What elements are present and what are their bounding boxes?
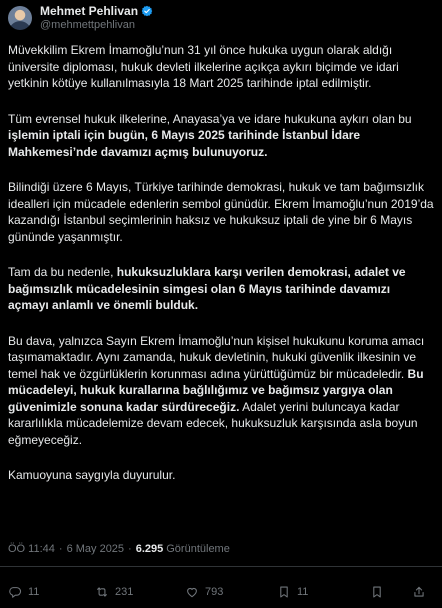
share-button[interactable] — [412, 585, 426, 599]
paragraph-3: Bilindiği üzere 6 Mayıs, Türkiye tarihinde demokrasi, hukuk ve tam bağımsızlık idealleri için mücadele edenlerin sembol günüdür. Ekrem İmamoğlu’nun 2019’da kazandığı İstanbul seçimlerinin haksız ve hukuksuz iptali de yine bir 6 Mayıs gününde yaşanmıştır. — [8, 180, 434, 244]
author-names — [40, 4, 153, 32]
repost-button[interactable] — [95, 585, 133, 599]
tweet-meta — [8, 543, 230, 555]
bookmark-icon — [277, 585, 291, 599]
reply-icon — [8, 585, 22, 599]
like-icon — [185, 585, 199, 599]
repost-count: 231 — [115, 586, 134, 598]
share-icon — [412, 585, 426, 599]
reply-button[interactable] — [8, 585, 39, 599]
views-count: 6.295 — [135, 543, 164, 555]
paragraph-6: Kamuoyuna saygıyla duyurulur. — [8, 468, 176, 482]
author-handle[interactable]: @mehmettpehlivan — [40, 19, 135, 31]
name-row — [40, 4, 153, 18]
bookmark-button[interactable] — [370, 585, 384, 599]
bookmark-count: 11 — [297, 586, 309, 598]
author-display-name[interactable]: Mehmet Pehlivan — [40, 4, 139, 18]
tweet-time[interactable]: ÖÖ 11:44 — [8, 543, 55, 555]
bookmark-outline-icon — [370, 585, 384, 599]
tweet-body — [8, 42, 434, 484]
divider — [0, 566, 442, 567]
paragraph-1: Müvekkilim Ekrem İmamoğlu’nun 31 yıl önce hukuka uygun olarak aldığı üniversite diploması, hukuk devleti ilkelerine açıkça aykırı biçimde ve idari yetkinin kötüye kullanılmasıyla 18 Mart 2025 tarihinde iptal edilmiştir. — [8, 43, 399, 90]
bookmark-count-button[interactable] — [277, 585, 308, 599]
paragraph-2: Tüm evrensel hukuk ilkelerine, Anayasa’ya ve idare hukukuna aykırı olan bu işlemin iptali için bugün, 6 Mayıs 2025 tarihinde İstanbul İdare Mahkemesi’nde davamızı açmış bulunuyoruz. — [8, 111, 412, 159]
action-bar — [0, 583, 442, 601]
views-label: Görüntüleme — [166, 543, 230, 555]
avatar[interactable] — [8, 6, 32, 30]
paragraph-5: Bu dava, yalnızca Sayın Ekrem İmamoğlu’nun kişisel hukukunu koruma amacı taşımamaktadır. Aynı zamanda, hukuk devletinin, hukuki güvenlik ilkesinin ve temel hak ve özgürlüklerin korunması adına yürüttüğümüz bir mücadeledir. Bu mücadeleyi, hukuk kurallarına bağlılığımız ve bağımsız yargıya olan güvenimizle sonuna kadar sürdüreceğiz. Adalet yerini buluncaya kadar kararlılıkla mücadelemize devam edecek, hukuksuzluk karşısında asla boyun eğmeyeceğiz. — [8, 333, 425, 447]
tweet-date[interactable]: 6 May 2025 — [66, 543, 125, 555]
verified-badge-icon — [141, 5, 153, 17]
tweet-header — [8, 0, 434, 42]
reply-count: 11 — [28, 586, 40, 598]
meta-separator: · — [58, 543, 63, 555]
like-button[interactable] — [185, 585, 223, 599]
like-count: 793 — [205, 586, 224, 598]
repost-icon — [95, 585, 109, 599]
paragraph-4: Tam da bu nedenle, hukuksuzluklara karşı verilen demokrasi, adalet ve bağımsızlık mücadelesinin simgesi olan 6 Mayıs tarihinde davamızı açmayı anlamlı ve önemli bulduk. — [8, 265, 406, 312]
meta-separator-2: · — [128, 543, 132, 555]
